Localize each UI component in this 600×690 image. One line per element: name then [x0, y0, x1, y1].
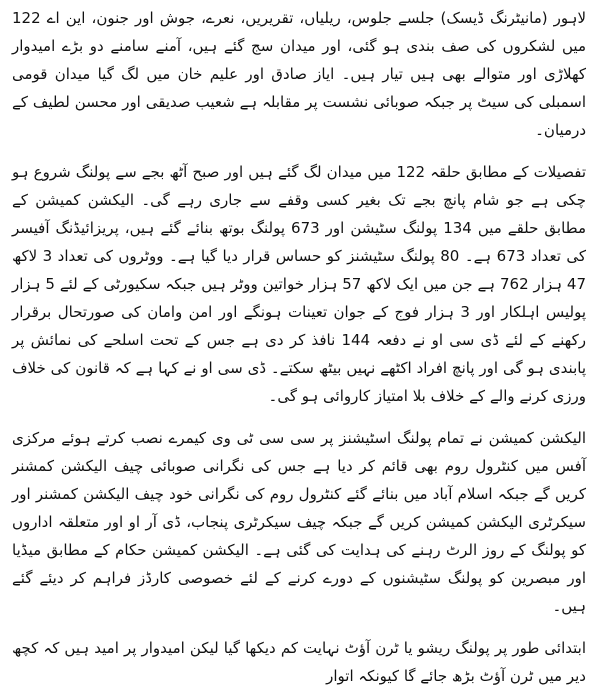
paragraph-turnout: ابتدائی طور پر پولنگ ریشو یا ٹرن آؤٹ نہایت کم دیکھا گیا لیکن امیدوار پر امید ہیں کہ کچھ دیر میں ٹرن آؤٹ بڑھ جائے گا کیونکہ اتوار	[12, 639, 586, 685]
paragraph-intro: لاہور (مانیٹرنگ ڈیسک) جلسے جلوس، ریلیاں، تقریریں، نعرے، جوش اور جنون، این اے 122 میں لشکروں کی صف بندی ہو گئی، اور میدان سج گئے ہیں، آمنے سامنے دو بڑے امیدوار کھلاڑی اور متوالے بھی ہیں تیار ہیں۔ ایاز صادق اور علیم خان میں لگ گیا میدان قومی اسمبلی کی سیٹ پر جبکہ صوبائی نشست پر مقابلہ ہے شعیب صدیقی اور محسن لطیف کے درمیان۔	[12, 9, 586, 139]
paragraph-details: تفصیلات کے مطابق حلقہ 122 میں میدان لگ گئے ہیں اور صبح آٹھ بجے سے پولنگ شروع ہو چکی ہے جو شام پانچ بجے تک بغیر کسی وقفے سے جاری رہے گی۔ الیکشن کمیشن کے مطابق حلقے میں 134 پولنگ سٹیشن اور 673 پولنگ بوتھ بنائے گئے ہیں، پریزائیڈنگ آفیسر کی تعداد 673 ہے۔ 80 پولنگ سٹیشنز کو حساس قرار دیا گیا ہے۔ ووٹروں کی تعداد 3 لاکھ 47 ہزار 762 ہے جن میں ایک لاکھ 57 ہزار خواتین ووٹر ہیں جبکہ سکیورٹی کے لئے 5 ہزار پولیس اہلکار اور 3 ہزار فوج کے جوان تعینات ہونگے اور امن وامان کی صورتحال برقرار رکھنے کے لئے ڈی سی او نے دفعہ 144 نافذ کر دی ہے جس کے تحت اسلحے کی نمائش پر پابندی ہو گی اور پانچ افراد اکٹھے نہیں بیٹھ سکتے۔ ڈی سی او نے کہا ہے کہ قانون کی خلاف ورزی کرنے والے کے خلاف بلا امتیاز کاروائی ہو گی۔	[12, 163, 587, 405]
paragraph-election-commission: الیکشن کمیشن نے تمام پولنگ اسٹیشنز پر سی سی ٹی وی کیمرے نصب کرتے ہوئے مرکزی آفس میں کنٹرول روم بھی قائم کر دیا ہے جس کی نگرانی صوبائی چیف الیکشن کمشنر کریں گے جبکہ اسلام آباد میں بنائے گئے کنٹرول روم کی نگرانی خود چیف الیکشن کمشنر اور سیکرٹری الیکشن کمیشن کریں گے جبکہ چیف سیکرٹری پنجاب، ڈی آر او اور متعلقہ اداروں کو پولنگ کے روز الرٹ رہنے کی ہدایت کی گئی ہے۔ الیکشن کمیشن حکام کے مطابق میڈیا اور مبصرین کو پولنگ سٹیشنوں کے دورے کرنے کے لئے خصوصی کارڈز فراہم کر دیئے گئے ہیں۔	[12, 429, 586, 615]
